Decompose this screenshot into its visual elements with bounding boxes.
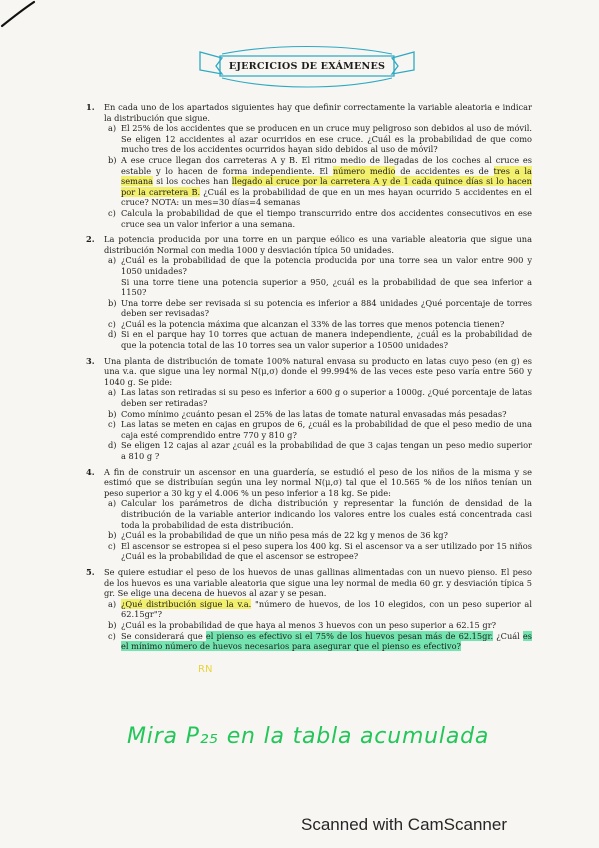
problem-number: 1. [86,102,95,112]
highlighted-text: llegado al cruce por la carretera A y de 1 cada quince días si lo hacen por la carretera B. [121,176,532,197]
problem-1-item-c [104,208,532,229]
problem-4-item-c [104,541,532,562]
item-label: b) [108,408,117,419]
item-text: ¿Cuál es la probabilidad de que en un mes hayan ocurrido 5 accidentes en el cruce? NOTA: un mes=30 días=4 semanas [121,186,533,208]
item-text: si los coches han [153,176,232,187]
item-text: Una torre debe ser revisada si su potencia es inferior a 884 unidades ¿Qué porcentaje de torres deben ser revisadas? [121,297,532,319]
camscanner-watermark: Scanned with CamScanner [301,815,508,834]
highlighted-text: es el mínimo número de huevos necesarios para asegurar que el pienso es efectivo? [121,630,533,652]
highlighted-text: número medio [332,165,396,176]
problem-4-item-a [104,498,532,530]
item-text: Calcula la probabilidad de que el tiempo transcurrido entre dos accidentes consecutivos en ese cruce sea un valor inferior a una semana. [121,207,532,229]
item-label: b) [108,154,117,165]
title-banner [192,44,422,94]
item-text: El 25% de los accidentes que se producen en un cruce muy peligroso son debidos al uso de móvil. Se eligen 12 accidentes al azar ocurridos en ese cruce. ¿Cuál es la probabilidad de que como mucho tres de los accidentes ocurridos hayan sido debidos al uso de móvil? [121,123,532,155]
problem-number: 2. [86,234,95,245]
item-text: A ese cruce llegan dos carreteras A y B. El ritmo medio de llegadas de los coches al cruce es estable y lo hacen de forma independiente. El [121,154,532,176]
item-label: c) [108,207,116,218]
item-label: a) [108,498,117,509]
problem-5 [86,567,532,652]
problem-1 [86,102,532,229]
item-text-extra: Si una torre tiene una potencia superior a 950, ¿cuál es la probabilidad de que sea inferior a 1150? [121,276,532,298]
item-label: b) [108,530,117,541]
problem-4-item-b [104,530,532,541]
problem-1-item-a [104,123,532,155]
problem-3-item-a [104,387,532,408]
item-label: c) [108,419,116,430]
problem-5-item-a [104,599,532,620]
problem-number: 3. [86,355,95,366]
problem-3-item-c [104,419,532,440]
item-text: ¿Cuál es la potencia máxima que alcanzan el 33% de las torres que menos potencia tienen? [121,318,505,329]
problem-2-item-c [104,319,532,330]
item-text: Las latas se meten en cajas en grupos de 6, ¿cuál es la probabilidad de que el peso medio de una caja esté comprendido entre 770 y 810 g? [121,419,532,440]
pen-stroke-mark [0,0,40,30]
item-text: ¿Cuál [493,630,523,641]
problem-2-item-a [104,255,532,297]
item-label: c) [108,630,116,641]
item-text: El ascensor se estropea si el peso supera los 400 kg. Si el ascensor va a ser utilizado por 15 niños ¿Cuál es la probabilidad de que el ascensor se estropee? [121,540,532,562]
problem-2 [86,234,532,351]
problem-intro: Una planta de distribución de tomate 100% natural envasa su producto en latas cuyo peso (en g) es una v.a. que sigue una ley normal N(μ,σ) donde el 99.994% de las veces este peso varía entre 560 y 1040 g. Se pide: [104,355,532,387]
item-text: "número de huevos, de los 10 elegidos, con un peso superior al 62.15gr"? [121,598,532,620]
item-text: ¿Cuál es la probabilidad de que la potencia producida por una torre sea un valor entre 900 y 1050 unidades? [121,255,532,276]
item-label: b) [108,297,117,308]
problem-3-item-b [104,409,532,420]
rn-annotation: RN [198,664,213,675]
item-label: a) [108,598,117,609]
problem-intro: Se quiere estudiar el peso de los huevos de unas gallinas alimentadas con un nuevo pienso. El peso de los huevos es una variable aleatoria que sigue una ley normal de media 60 gr. y desviación típica 5 gr. Se elige una decena de huevos al azar y se pesan. [104,566,532,599]
highlighted-text: el pienso es efectivo si el 75% de los huevos pesan más de 62.15gr. [205,630,494,641]
item-label: a) [108,387,117,398]
page-title: EJERCICIOS DE EXÁMENES [228,61,386,72]
item-label: a) [108,255,117,266]
item-text: Calcular los parámetros de dicha distribución y representar la función de densidad de la distribución de la variable anterior indicando los valores entre los cuales está concentrada casi toda la probabilidad de esta distribución. [121,498,532,530]
problem-intro: A fin de construir un ascensor en una guardería, se estudió el peso de los niños de la misma y se estimó que se distribuían según una ley normal N(μ,σ) tal que el 10.565 % de los niños tenían un peso superior a 30 kg y el 4.006 % un peso inferior a 18 kg. Se pide: [104,466,532,498]
problem-2-item-b [104,298,532,319]
item-text: Se eligen 12 cajas al azar ¿cuál es la probabilidad de que 3 cajas tengan un peso medio superior a 810 g ? [121,440,532,461]
item-label: d) [108,329,117,340]
item-text: Se considerará que [121,630,206,641]
highlighted-text: ¿Qué distribución sigue la v.a. [121,598,252,609]
problem-number: 5. [86,566,95,577]
problem-intro: La potencia producida por una torre en un parque eólico es una variable aleatoria que sigue una distribución Normal con media 1000 y desviación típica 50 unidades. [104,234,532,255]
item-text: Las latas son retiradas si su peso es inferior a 600 g o superior a 1000g. ¿Qué porcentaje de latas deben ser retiradas? [121,387,532,409]
item-text: de accidentes es de [395,165,494,176]
item-text: ¿Cuál es la probabilidad de que un niño pesa más de 22 kg y menos de 36 kg? [121,530,448,541]
problem-1-item-b [104,155,532,208]
item-label: c) [108,318,116,329]
problem-2-item-d [104,329,532,350]
item-label: d) [108,440,117,451]
item-text: Como mínimo ¿cuánto pesan el 25% de las latas de tomate natural envasadas más pesadas? [121,408,507,419]
problem-5-item-b [104,620,532,631]
problem-3 [86,356,532,462]
problem-intro: En cada uno de los apartados siguientes hay que definir correctamente la variable aleatoria e indicar la distribución que sigue. [104,102,532,123]
exercise-list [86,102,532,657]
problem-5-item-c [104,631,532,652]
handwritten-note: Mira P₂₅ en la tabla acumulada [127,724,490,749]
highlighted-text: tres a la semana [121,165,532,187]
problem-3-item-d [104,440,532,461]
item-text: ¿Cuál es la probabilidad de que haya al menos 3 huevos con un peso superior a 62.15 gr? [121,619,497,630]
item-label: a) [108,123,117,134]
item-label: c) [108,540,116,551]
item-label: b) [108,619,117,630]
problem-number: 4. [86,466,95,477]
problem-4 [86,467,532,562]
item-text: Si en el parque hay 10 torres que actuan de manera independiente, ¿cuál es la probabilidad de que la potencia total de las 10 torres sea un valor superior a 10500 unidades? [121,329,532,351]
